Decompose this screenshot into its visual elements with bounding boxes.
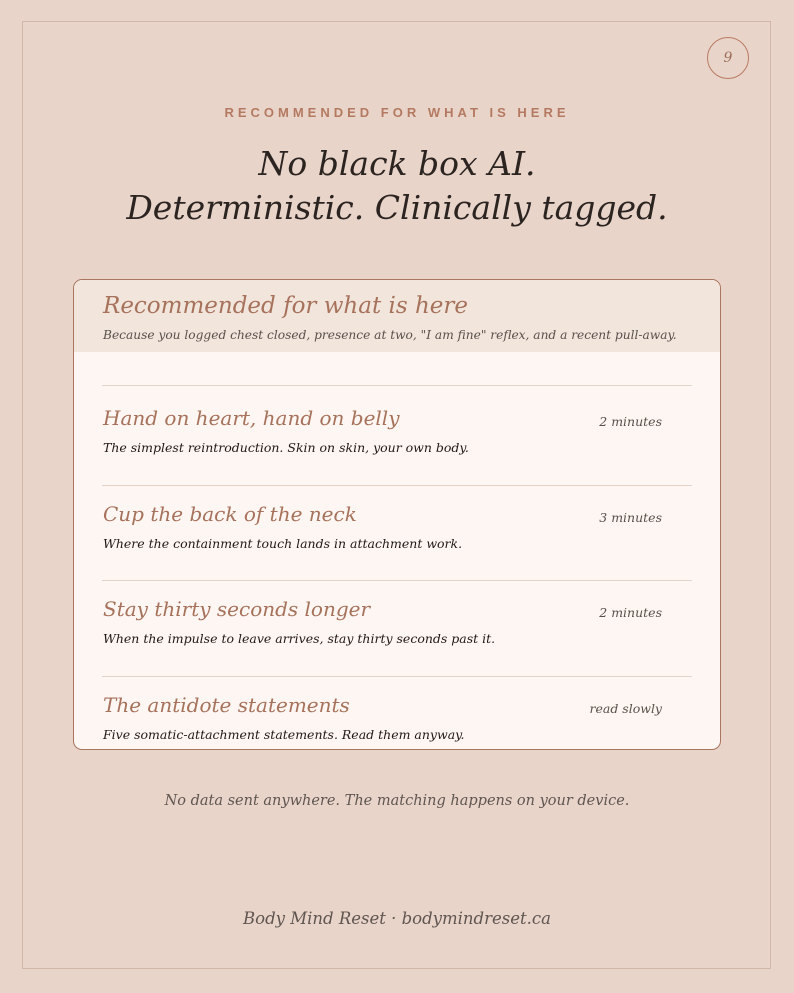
item-duration: 2 minutes (599, 605, 662, 620)
divider (102, 580, 692, 581)
item-title[interactable]: Hand on heart, hand on belly (103, 406, 400, 430)
page-number: 9 (723, 50, 733, 66)
recommendation-card (73, 279, 721, 750)
privacy-note: No data sent anywhere. The matching happens on your device. (164, 793, 630, 809)
card-title: Recommended for what is here (103, 293, 469, 319)
item-duration: 3 minutes (599, 510, 662, 525)
item-title[interactable]: Stay thirty seconds longer (103, 597, 371, 621)
divider (102, 385, 692, 386)
card-header (74, 280, 720, 352)
divider (102, 485, 692, 486)
item-duration: 2 minutes (599, 414, 662, 429)
item-description: Five somatic-attachment statements. Read them anyway. (103, 727, 465, 742)
page-headline (0, 142, 794, 230)
headline-line-1: No black box AI. (258, 144, 536, 183)
headline-line-2: Deterministic. Clinically tagged. (126, 188, 668, 227)
item-description: The simplest reintroduction. Skin on skin, your own body. (103, 440, 469, 455)
eyebrow-label: RECOMMENDED FOR WHAT IS HERE (224, 105, 570, 120)
card-subtitle: Because you logged chest closed, presence at two, "I am fine" reflex, and a recent pull-away. (103, 328, 677, 342)
footer-brand: Body Mind Reset · bodymindreset.ca (243, 909, 551, 928)
item-description: Where the containment touch lands in attachment work. (103, 536, 463, 551)
divider (102, 676, 692, 677)
item-description: When the impulse to leave arrives, stay thirty seconds past it. (103, 631, 496, 646)
item-title[interactable]: The antidote statements (103, 693, 350, 717)
page-number-badge (707, 37, 749, 79)
item-duration: read slowly (589, 701, 662, 716)
item-title[interactable]: Cup the back of the neck (103, 502, 357, 526)
